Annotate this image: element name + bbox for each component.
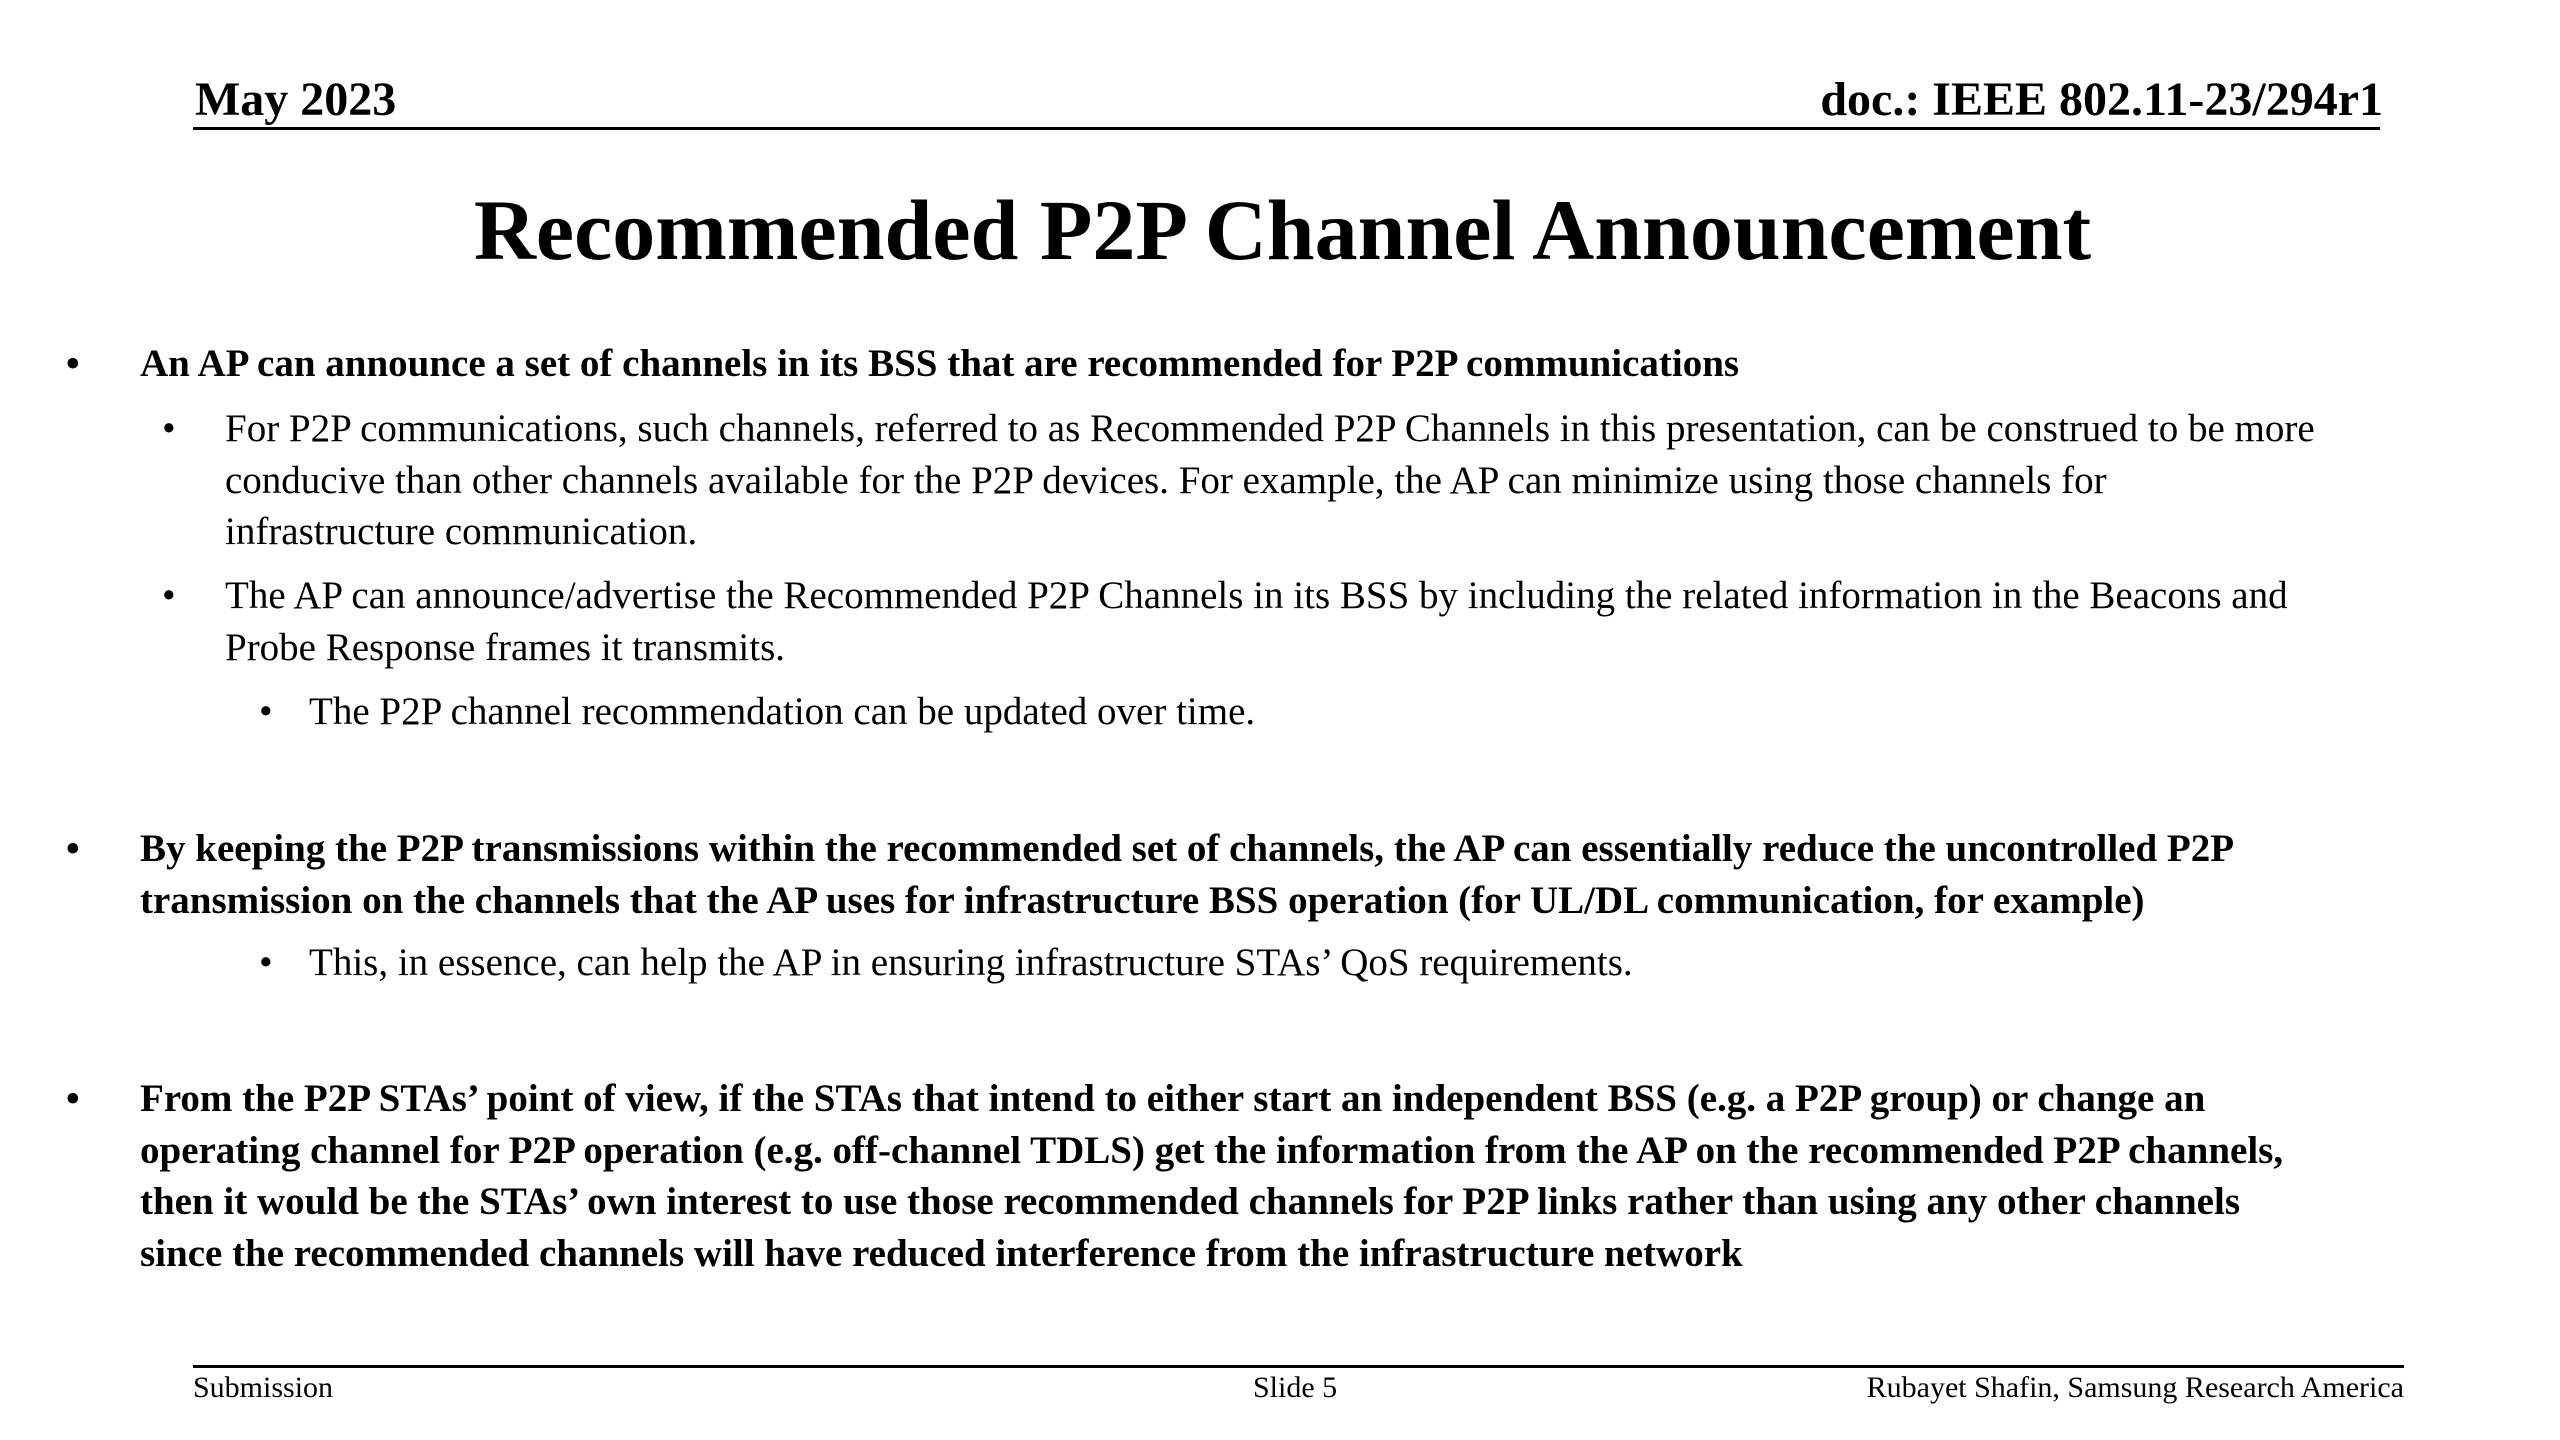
bullet-1-2-line-1: The AP can announce/advertise the Recommended P2P Channels in its BSS by including the related information in the Beacons and [225, 574, 2288, 617]
bullet-marker: • [66, 342, 80, 385]
bullet-2-1-line-1: This, in essence, can help the AP in ensuring infrastructure STAs’ QoS requirements. [309, 941, 1633, 984]
bullet-1-2-line-2: Probe Response frames it transmits. [225, 625, 785, 669]
footer-submission: Submission [193, 1371, 334, 1404]
bullet-marker: • [162, 407, 176, 450]
bullet-2-line-1: By keeping the P2P transmissions within the recommended set of channels, the AP can essentially reduce the uncontrolled P2P [140, 827, 2235, 870]
bullet-3-line-1: From the P2P STAs’ point of view, if the STAs that intend to either start an independent BSS (e.g. a P2P group) or change an [140, 1077, 2206, 1120]
bullet-marker: • [66, 1077, 80, 1120]
header-doc-id: doc.: IEEE 802.11-23/294r1 [1820, 73, 2383, 126]
bullet-1-1-line-1: For P2P communications, such channels, referred to as Recommended P2P Channels in this presentation, can be construed to be more [225, 407, 2315, 450]
bullet-2-line-2: transmission on the channels that the AP uses for infrastructure BSS operation (for UL/DL communication, for example) [140, 878, 2145, 922]
bullet-1-1-line-2: conducive than other channels available for the P2P devices. For example, the AP can minimize using those channels for [225, 458, 2107, 502]
footer-slide-number: Slide 5 [1253, 1371, 1338, 1404]
bullet-1-2 [162, 570, 2555, 673]
bullet-3-line-4: since the recommended channels will have reduced interference from the infrastructure network [140, 1231, 1743, 1275]
header-date: May 2023 [195, 73, 397, 126]
bullet-1-1-line-3: infrastructure communication. [225, 510, 698, 553]
footer-divider [193, 1365, 2404, 1368]
bullet-3-line-2: operating channel for P2P operation (e.g. off-channel TDLS) get the information from the AP on the recommended P2P channels, [140, 1128, 2284, 1172]
bullet-marker: • [66, 827, 80, 870]
bullet-marker: • [162, 574, 176, 617]
slide-title: Recommended P2P Channel Announcement [473, 182, 2092, 278]
bullet-1-line-1: An AP can announce a set of channels in its BSS that are recommended for P2P communications [140, 342, 1740, 385]
bullet-1-2-1-line-1: The P2P channel recommendation can be updated over time. [309, 690, 1256, 733]
bullet-3 [66, 1073, 2520, 1279]
bullet-1-2-1 [259, 686, 2509, 738]
bullet-1 [66, 338, 2520, 390]
bullet-3-line-3: then it would be the STAs’ own interest to use those recommended channels for P2P links rather than using any other channels [140, 1180, 2241, 1223]
header-divider [193, 127, 2380, 130]
bullet-marker: • [259, 690, 273, 733]
bullet-2 [66, 823, 2520, 926]
bullet-marker: • [259, 941, 273, 984]
footer-author: Rubayet Shafin, Samsung Research America [1866, 1371, 2404, 1404]
bullet-1-1 [162, 403, 2555, 558]
bullet-2-1 [259, 937, 2509, 989]
